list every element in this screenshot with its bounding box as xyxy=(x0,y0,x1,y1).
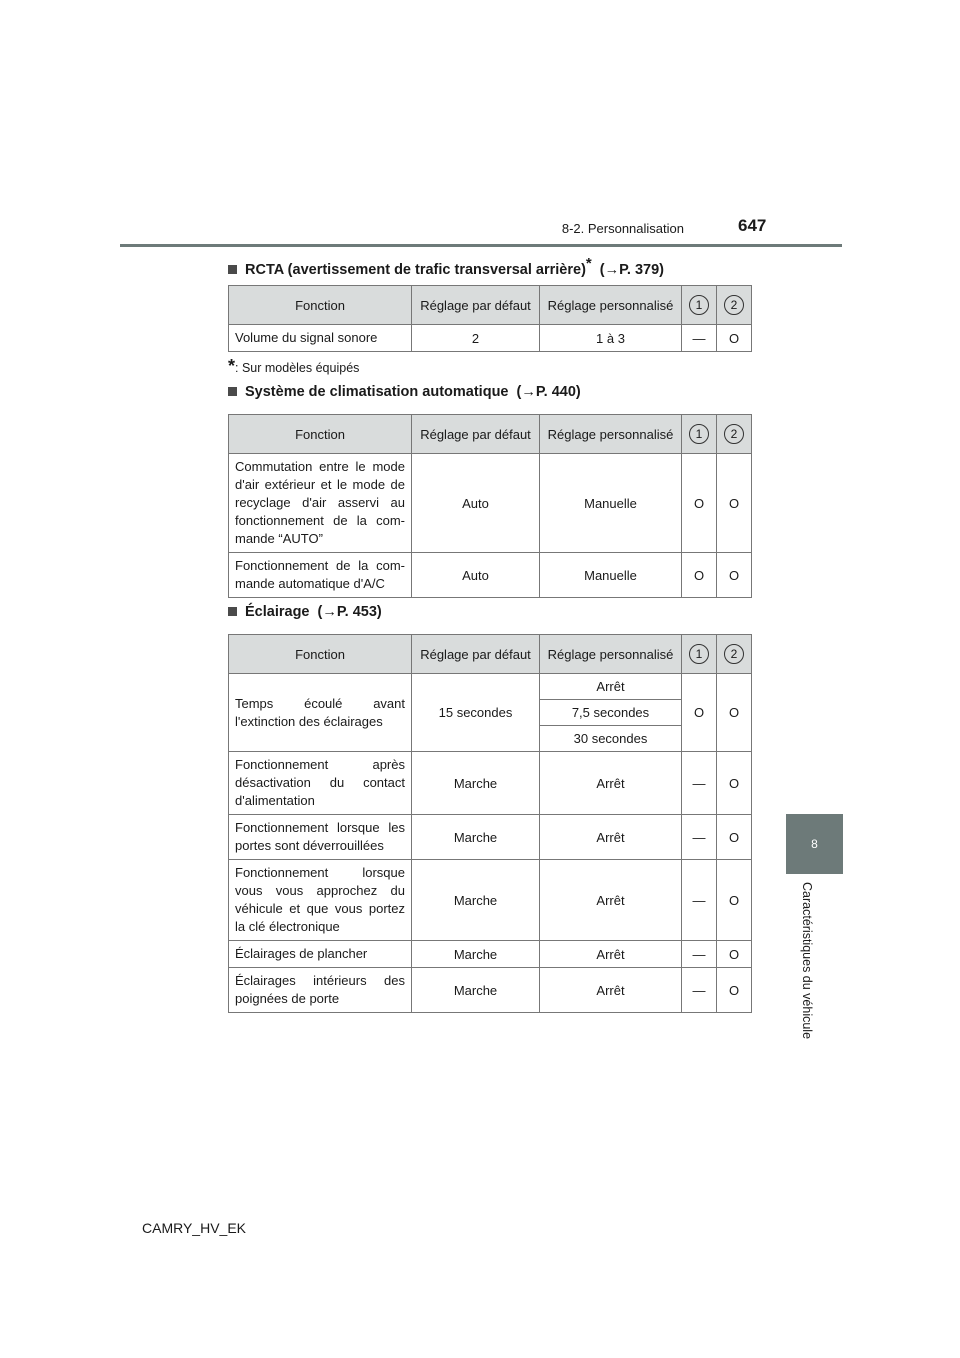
cell-method-2: O xyxy=(717,860,752,941)
cell-method-2: O xyxy=(717,968,752,1013)
table-row xyxy=(229,674,752,700)
cell-function: Temps écoulé avant l'extinction des éclairages xyxy=(229,674,412,752)
chapter-label: Caractéristiques du véhicule xyxy=(800,882,814,1040)
cell-method-2: O xyxy=(717,752,752,815)
table-row xyxy=(229,815,752,860)
cell-method-1: — xyxy=(682,860,717,941)
circled-number-icon: 1 xyxy=(689,644,709,664)
chapter-tab xyxy=(786,814,843,874)
cell-method-2: O xyxy=(717,941,752,968)
cell-method-1: O xyxy=(682,674,717,752)
rcta-title-mark: * xyxy=(585,255,592,272)
climate-title: Système de climatisation automatique xyxy=(245,384,509,400)
climate-ref: (→P. 440) xyxy=(516,384,581,400)
chapter-number: 8 xyxy=(811,837,818,851)
cell-custom: Arrêt xyxy=(540,674,682,700)
section-title: 8-2. Personnalisation xyxy=(561,221,684,236)
cell-custom: Arrêt xyxy=(540,941,682,968)
cell-function: Commutation entre le mode d'air extérieur et le mode de recyclage d'air asservi au fonctionnement de la com-mande “AUTO” xyxy=(229,454,412,553)
col-method-2 xyxy=(717,635,752,674)
col-function: Fonction xyxy=(229,286,412,325)
cell-method-2: O xyxy=(717,815,752,860)
cell-custom: Arrêt xyxy=(540,968,682,1013)
footnote-text: : Sur modèles équipés xyxy=(235,361,360,375)
climate-table xyxy=(228,414,752,598)
cell-default: 2 xyxy=(412,325,540,352)
lighting-title: Éclairage xyxy=(245,604,310,620)
col-method-1 xyxy=(682,286,717,325)
table-row xyxy=(229,752,752,815)
cell-function: Éclairages de plancher xyxy=(229,941,412,968)
cell-method-1: — xyxy=(682,968,717,1013)
col-function: Fonction xyxy=(229,415,412,454)
cell-method-1: O xyxy=(682,454,717,553)
cell-method-1: — xyxy=(682,752,717,815)
cell-custom: 1 à 3 xyxy=(540,325,682,352)
cell-function: Fonctionnement lorsque les portes sont déverrouillées xyxy=(229,815,412,860)
lighting-table xyxy=(228,634,752,1013)
page-number: 647 xyxy=(738,216,767,235)
table-row xyxy=(229,454,752,553)
col-default: Réglage par défaut xyxy=(412,286,540,325)
col-default: Réglage par défaut xyxy=(412,415,540,454)
circled-number-icon: 1 xyxy=(689,424,709,444)
cell-custom: Arrêt xyxy=(540,752,682,815)
col-default: Réglage par défaut xyxy=(412,635,540,674)
cell-default: Marche xyxy=(412,752,540,815)
cell-default: Auto xyxy=(412,454,540,553)
cell-method-2: O xyxy=(717,553,752,598)
cell-custom: Manuelle xyxy=(540,553,682,598)
model-code: CAMRY_HV_EK xyxy=(142,1220,247,1236)
col-method-1 xyxy=(682,415,717,454)
table-row xyxy=(229,325,752,352)
col-method-1 xyxy=(682,635,717,674)
cell-custom: Manuelle xyxy=(540,454,682,553)
col-method-2 xyxy=(717,286,752,325)
table-row xyxy=(229,860,752,941)
cell-function: Volume du signal sonore xyxy=(229,325,412,352)
circled-number-icon: 2 xyxy=(724,424,744,444)
cell-method-2: O xyxy=(717,325,752,352)
rcta-title: RCTA (avertissement de trafic transversal arrière) xyxy=(245,261,586,278)
col-method-2 xyxy=(717,415,752,454)
square-bullet-icon xyxy=(228,265,237,274)
cell-default: Auto xyxy=(412,553,540,598)
square-bullet-icon xyxy=(228,607,237,616)
footnote xyxy=(228,356,359,377)
cell-custom: Arrêt xyxy=(540,860,682,941)
rcta-table xyxy=(228,285,752,352)
table-row xyxy=(229,968,752,1013)
circled-number-icon: 2 xyxy=(724,295,744,315)
climate-heading xyxy=(228,384,581,400)
col-custom: Réglage personnalisé xyxy=(540,415,682,454)
table-row xyxy=(229,941,752,968)
cell-default: Marche xyxy=(412,968,540,1013)
cell-custom: 7,5 secondes xyxy=(540,700,682,726)
cell-method-1: O xyxy=(682,553,717,598)
cell-method-1: — xyxy=(682,815,717,860)
header-rule xyxy=(120,244,842,247)
cell-default: 15 secondes xyxy=(412,674,540,752)
cell-function: Fonctionnement de la com-mande automatique d'A/C xyxy=(229,553,412,598)
col-function: Fonction xyxy=(229,635,412,674)
rcta-ref: (→P. 379) xyxy=(599,261,664,278)
cell-method-1: — xyxy=(682,941,717,968)
col-custom: Réglage personnalisé xyxy=(540,635,682,674)
footnote-mark: * xyxy=(228,356,236,376)
cell-method-1: — xyxy=(682,325,717,352)
cell-default: Marche xyxy=(412,815,540,860)
rcta-heading xyxy=(228,255,664,278)
lighting-heading xyxy=(228,604,382,620)
lighting-ref: (→P. 453) xyxy=(317,604,382,620)
cell-default: Marche xyxy=(412,941,540,968)
cell-function: Fonctionnement lorsque vous vous approchez du véhicule et que vous portez la clé électronique xyxy=(229,860,412,941)
table-row xyxy=(229,553,752,598)
cell-default: Marche xyxy=(412,860,540,941)
square-bullet-icon xyxy=(228,387,237,396)
cell-method-2: O xyxy=(717,454,752,553)
circled-number-icon: 2 xyxy=(724,644,744,664)
cell-custom: Arrêt xyxy=(540,815,682,860)
cell-function: Éclairages intérieurs des poignées de porte xyxy=(229,968,412,1013)
cell-method-2: O xyxy=(717,674,752,752)
cell-function: Fonctionnement après désactivation du contact d'alimentation xyxy=(229,752,412,815)
cell-custom: 30 secondes xyxy=(540,726,682,752)
col-custom: Réglage personnalisé xyxy=(540,286,682,325)
circled-number-icon: 1 xyxy=(689,295,709,315)
